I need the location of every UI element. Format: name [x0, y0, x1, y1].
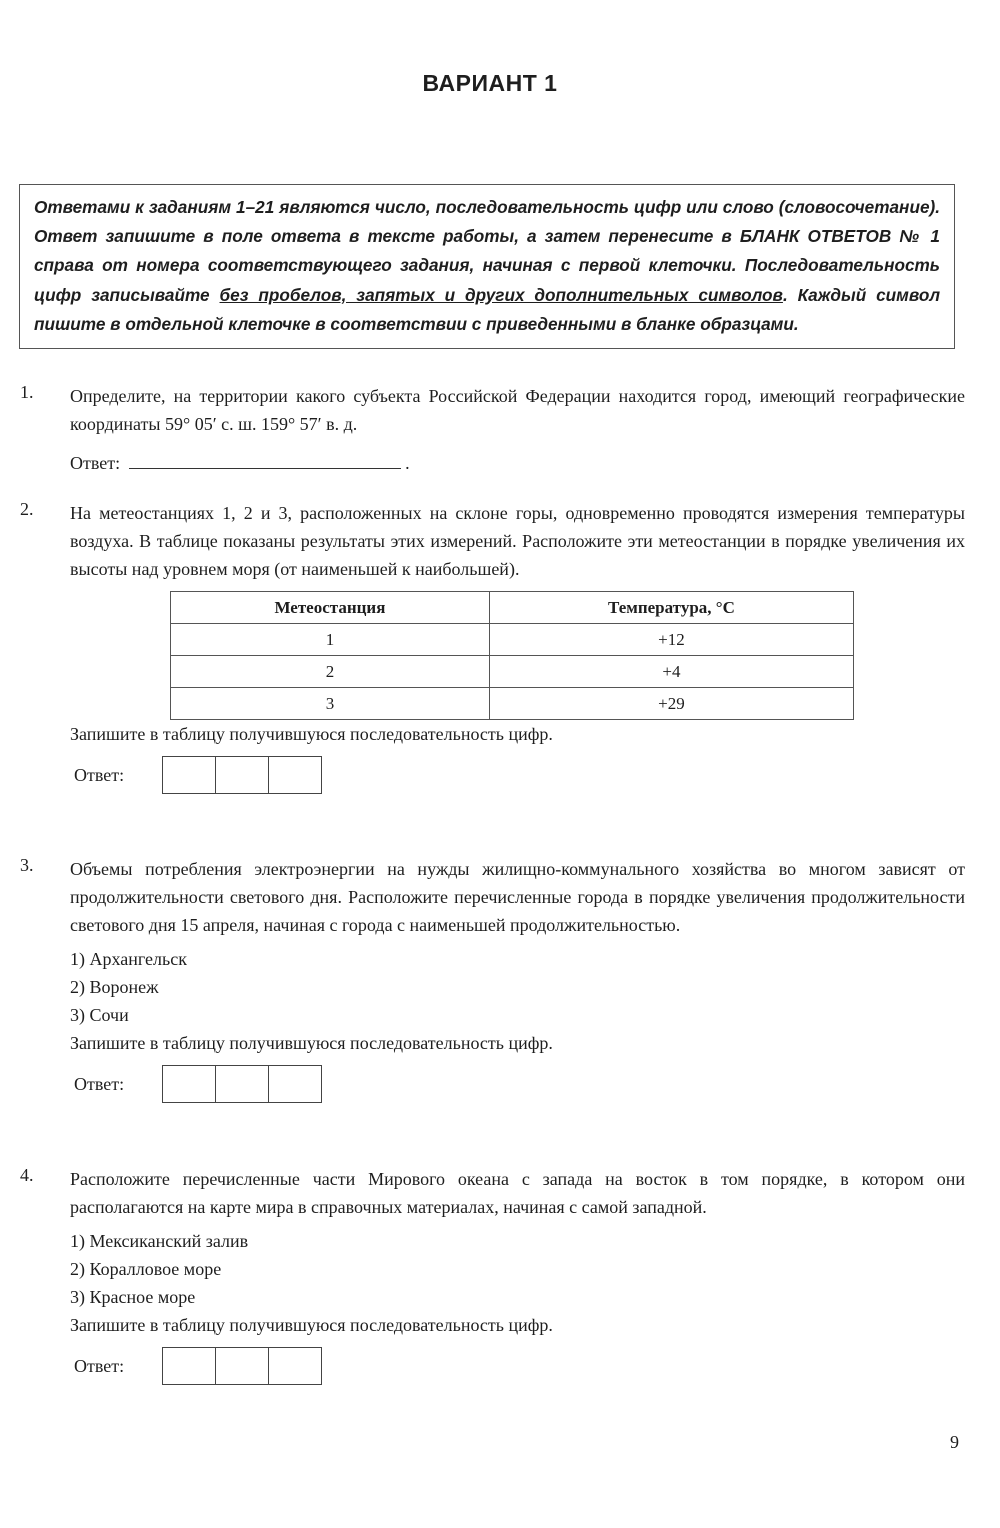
table-row — [171, 688, 854, 720]
answer-cell[interactable] — [215, 1348, 268, 1384]
task-3 — [20, 855, 965, 1103]
instructions-underlined: без пробелов, запятых и других дополнительных символов — [219, 284, 783, 305]
option-item: 3) Сочи — [70, 1005, 129, 1025]
page-title: ВАРИАНТ 1 — [422, 70, 558, 96]
answer-cell[interactable] — [163, 1066, 215, 1102]
table-cell: 1 — [171, 624, 490, 656]
answer-cell[interactable] — [163, 1348, 215, 1384]
option-item: 1) Архангельск — [70, 949, 187, 969]
task-number: 1. — [20, 382, 34, 402]
answer-cells — [162, 756, 322, 794]
answer-cell[interactable] — [215, 757, 268, 793]
answer-box — [70, 1065, 965, 1103]
task-4 — [20, 1165, 965, 1385]
option-item: 2) Воронеж — [70, 977, 159, 997]
task-instruction: Запишите в таблицу получившуюся последовательность цифр. — [70, 1315, 553, 1335]
task-number: 4. — [20, 1165, 34, 1185]
temperature-table — [170, 591, 854, 720]
task-number: 2. — [20, 499, 34, 519]
answer-box — [70, 756, 965, 794]
task-instruction: Запишите в таблицу получившуюся последовательность цифр. — [70, 724, 553, 744]
answer-cells — [162, 1065, 322, 1103]
answer-label: Ответ: — [74, 1074, 125, 1094]
task-number: 3. — [20, 855, 34, 875]
table-cell: 2 — [171, 656, 490, 688]
instructions-text-end: . Каждый символ пишите в отдельной клеточке в соответствии с приведенными в бланке образцами. — [34, 284, 941, 334]
task-text: Расположите перечисленные части Мирового океана с запада на восток в том порядке, в котором они располагаются на карте мира в справочных материалах, начиная с самой западной. — [70, 1169, 965, 1217]
answer-box — [70, 1347, 965, 1385]
answer-cell[interactable] — [215, 1066, 268, 1102]
table-cell: 3 — [171, 688, 490, 720]
table-cell: +12 — [489, 624, 853, 656]
task-2 — [20, 499, 965, 794]
answer-label: Ответ: — [74, 765, 125, 785]
options-list — [70, 945, 965, 1029]
answer-cell[interactable] — [268, 1348, 321, 1384]
instructions-box — [19, 184, 955, 349]
task-text: Определите, на территории какого субъекта Российской Федерации находится город, имеющий географические координаты 59° 05′ с. ш. 159° 57′ в. д. — [70, 386, 965, 434]
option-item: 1) Мексиканский залив — [70, 1231, 249, 1251]
answer-cells — [162, 1347, 322, 1385]
option-item: 2) Коралловое море — [70, 1259, 222, 1279]
answer-cell[interactable] — [268, 1066, 321, 1102]
option-item: 3) Красное море — [70, 1287, 196, 1307]
task-text: Объемы потребления электроэнергии на нужды жилищно-коммунального хозяйства во многом зависят от продолжительности светового дня. Расположите перечисленные города в порядке увеличения продолжительности светового дня 15 апреля, начиная с города с наименьшей продолжительностью. — [70, 859, 965, 935]
answer-cell[interactable] — [163, 757, 215, 793]
table-header: Метеостанция — [171, 592, 490, 624]
options-list — [70, 1227, 965, 1311]
task-1 — [20, 382, 965, 477]
answer-cell[interactable] — [268, 757, 321, 793]
answer-line — [70, 448, 965, 477]
instructions-text: Ответами к заданиям 1–21 являются число, последовательность цифр или слово (словосочетание). Ответ запишите в поле ответа в тексте работы, а затем перенесите в БЛАНК ОТВЕТОВ № 1 справа от номера соответствующего задания, начиная с первой клеточки. Последовательность цифр записывайте — [34, 197, 940, 305]
answer-label: Ответ: — [74, 1356, 125, 1376]
task-instruction: Запишите в таблицу получившуюся последовательность цифр. — [70, 1033, 553, 1053]
table-row — [171, 656, 854, 688]
table-cell: +4 — [489, 656, 853, 688]
table-header: Температура, °C — [489, 592, 853, 624]
answer-field[interactable] — [129, 448, 401, 469]
task-text: На метеостанциях 1, 2 и 3, расположенных на склоне горы, одновременно проводятся измерения температуры воздуха. В таблице показаны результаты этих измерений. Расположите эти метеостанции в порядке увеличения их высоты над уровнем моря (от наименьшей к наибольшей). — [70, 503, 965, 579]
table-row — [171, 624, 854, 656]
answer-end: . — [405, 453, 410, 473]
table-cell: +29 — [489, 688, 853, 720]
answer-label: Ответ: — [70, 453, 121, 473]
page-number: 9 — [950, 1432, 959, 1452]
